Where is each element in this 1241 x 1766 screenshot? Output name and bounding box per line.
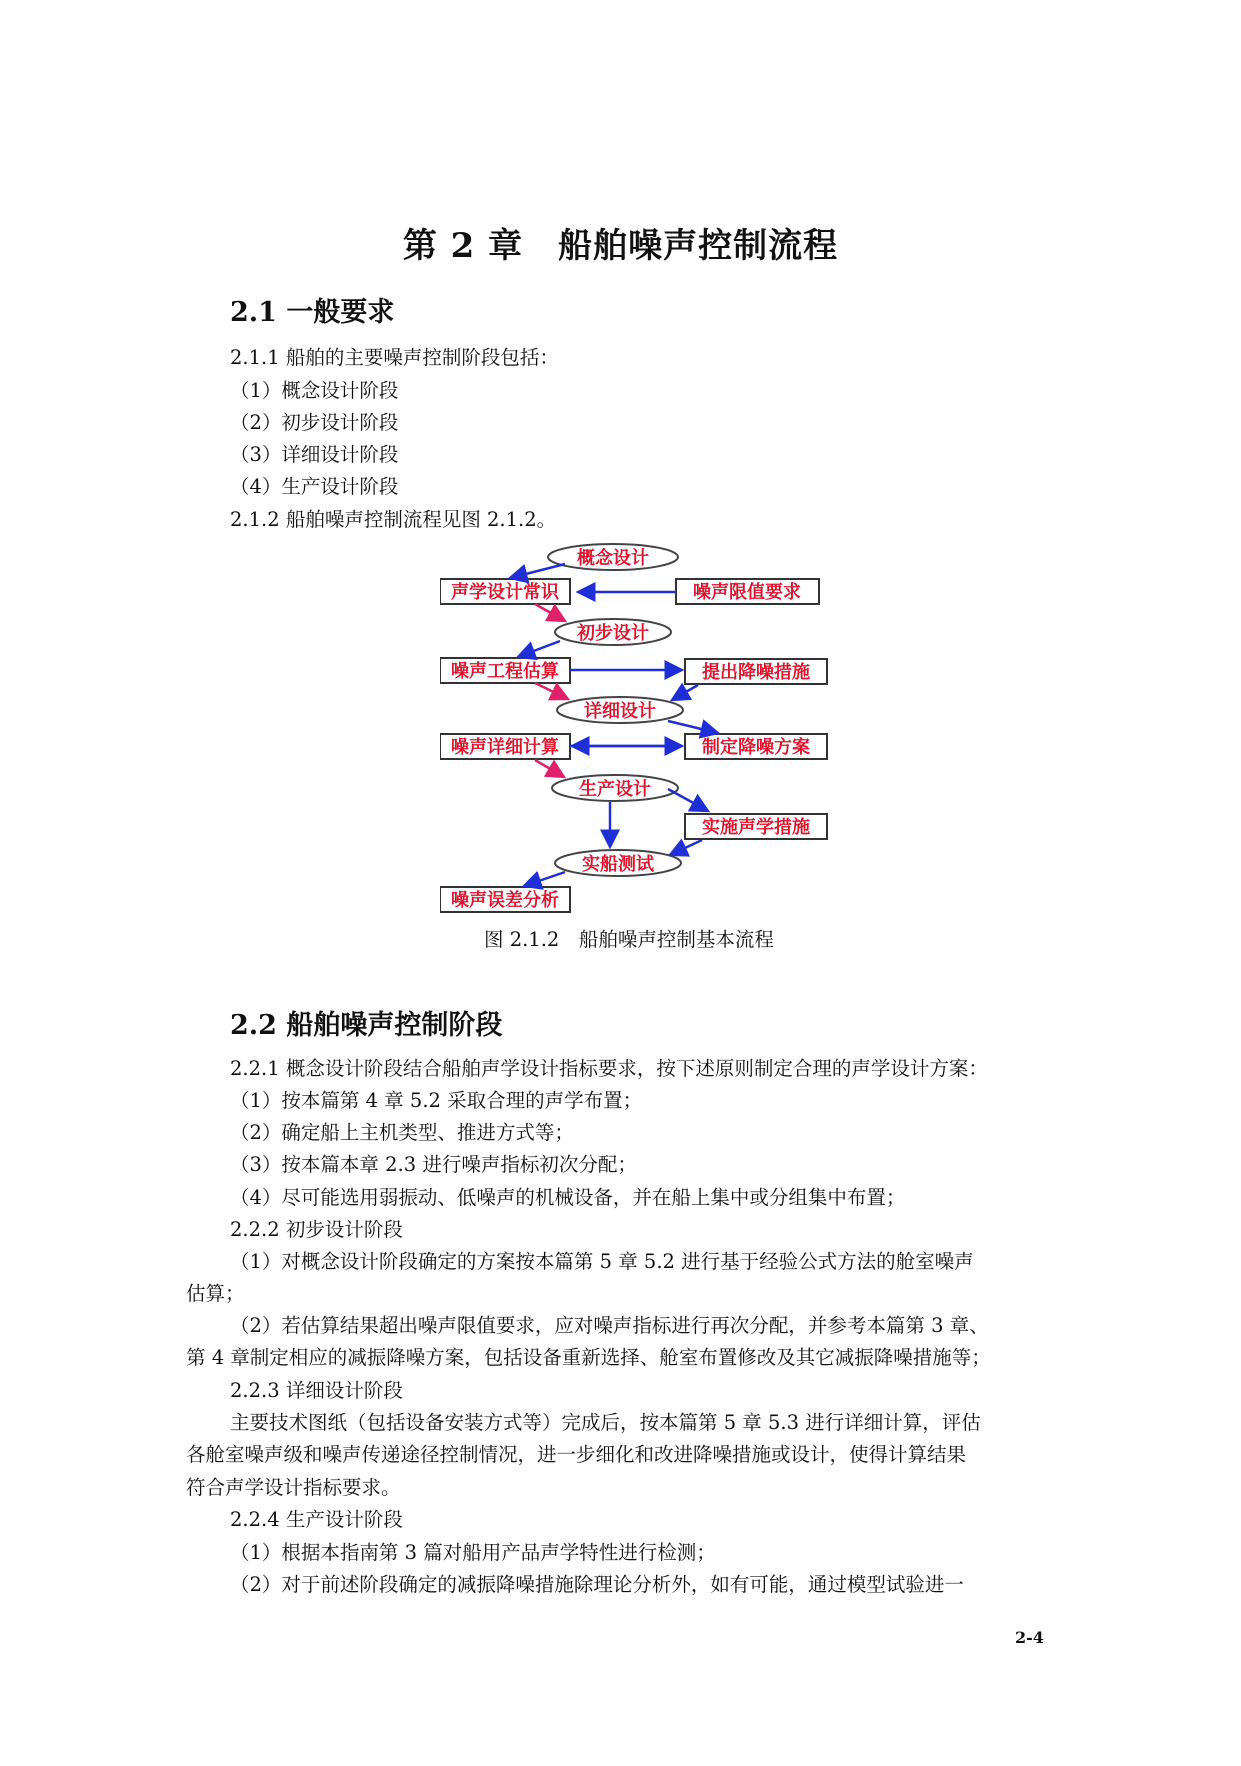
ellipse-detailed-design — [557, 697, 683, 723]
flow-arrow — [668, 789, 708, 811]
flow-arrow — [524, 872, 565, 886]
list-item: （3）详细设计阶段 — [230, 443, 399, 466]
box-label: 噪声误差分析 — [451, 890, 559, 911]
paragraph-line: （2）若估算结果超出噪声限值要求，应对噪声指标进行再次分配，并参考本篇第 3 章、 — [230, 1314, 989, 1337]
paragraph-line: （1）根据本指南第 3 篇对船用产品声学特性进行检测； — [230, 1541, 716, 1564]
box-label: 实施声学措施 — [702, 817, 810, 838]
ellipse-label: 初步设计 — [577, 623, 649, 644]
box-noise-reduction-plan — [685, 734, 827, 759]
list-item: （2）确定船上主机类型、推进方式等； — [230, 1121, 574, 1144]
paragraph-line: 主要技术图纸（包括设备安装方式等）完成后，按本篇第 5 章 5.3 进行详细计算，评估 — [230, 1411, 981, 1434]
chapter-title: 第 2 章 船舶噪声控制流程 — [402, 226, 839, 266]
flow-arrow — [510, 564, 565, 578]
flow-arrow — [535, 760, 564, 777]
figure-caption: 图 2.1.2 船舶噪声控制基本流程 — [484, 928, 774, 951]
section-title-2-1: 2.1 一般要求 — [230, 297, 395, 328]
paragraph-line: 第 4 章制定相应的减振降噪方案，包括设备重新选择、舱室布置修改及其它减振降噪措施等； — [186, 1346, 991, 1369]
section-title-2-2: 2.2 船舶噪声控制阶段 — [230, 1010, 503, 1041]
list-item: （3）按本篇本章 2.3 进行噪声指标初次分配； — [230, 1153, 637, 1176]
ellipse-concept-design — [548, 544, 678, 570]
box-implement-acoustic-measures — [685, 814, 827, 839]
box-label: 声学设计常识 — [451, 582, 559, 603]
flow-arrow — [668, 721, 718, 733]
para-2-1-1: 2.1.1 船舶的主要噪声控制阶段包括： — [230, 346, 559, 369]
box-acoustic-design-knowledge — [440, 579, 570, 604]
flow-arrow — [535, 683, 568, 699]
list-item: （4）尽可能选用弱振动、低噪声的机械设备，并在船上集中或分组集中布置； — [230, 1186, 906, 1209]
para-2-2-1: 2.2.1 概念设计阶段结合船舶声学设计指标要求，按下述原则制定合理的声学设计方案： — [230, 1057, 988, 1080]
para-2-1-2: 2.1.2 船舶噪声控制流程见图 2.1.2。 — [230, 508, 557, 531]
box-noise-limit-requirement — [676, 579, 819, 604]
ellipse-ship-test — [555, 850, 681, 876]
list-item: （1）概念设计阶段 — [230, 379, 399, 402]
box-noise-error-analysis — [440, 887, 570, 912]
box-label: 噪声限值要求 — [693, 582, 801, 603]
noise-control-flowchart — [440, 541, 860, 926]
box-label: 制定降噪方案 — [702, 737, 810, 758]
box-propose-noise-reduction — [685, 659, 827, 684]
box-label: 提出降噪措施 — [702, 662, 810, 683]
subsection-2-2-2: 2.2.2 初步设计阶段 — [230, 1218, 403, 1241]
flow-arrow — [670, 840, 702, 855]
box-noise-engineering-estimate — [440, 658, 570, 683]
list-item: （2）初步设计阶段 — [230, 411, 399, 434]
paragraph-line: 符合声学设计指标要求。 — [186, 1476, 401, 1499]
subsection-2-2-3: 2.2.3 详细设计阶段 — [230, 1379, 403, 1402]
ellipse-label: 概念设计 — [577, 548, 649, 569]
ellipse-label: 生产设计 — [579, 779, 651, 800]
paragraph-line: （2）对于前述阶段确定的减振降噪措施除理论分析外，如有可能，通过模型试验进一 — [230, 1573, 964, 1596]
page-number: 2-4 — [1015, 1628, 1044, 1647]
ellipse-label: 实船测试 — [582, 854, 654, 875]
flow-arrow — [535, 604, 565, 621]
ellipse-preliminary-design — [555, 619, 671, 645]
box-noise-detailed-calc — [440, 734, 570, 759]
list-item: （4）生产设计阶段 — [230, 475, 399, 498]
paragraph-line: 估算； — [186, 1282, 245, 1305]
box-label: 噪声详细计算 — [451, 737, 559, 758]
flow-arrow — [672, 685, 698, 700]
flow-arrow — [518, 641, 560, 657]
subsection-2-2-4: 2.2.4 生产设计阶段 — [230, 1508, 403, 1531]
paragraph-line: （1）对概念设计阶段确定的方案按本篇第 5 章 5.2 进行基于经验公式方法的舱室噪声 — [230, 1250, 974, 1273]
ellipse-production-design — [552, 775, 678, 801]
box-label: 噪声工程估算 — [451, 661, 559, 682]
ellipse-label: 详细设计 — [584, 701, 656, 722]
paragraph-line: 各舱室噪声级和噪声传递途径控制情况，进一步细化和改进降噪措施或设计，使得计算结果 — [186, 1443, 967, 1466]
list-item: （1）按本篇第 4 章 5.2 采取合理的声学布置； — [230, 1089, 643, 1112]
